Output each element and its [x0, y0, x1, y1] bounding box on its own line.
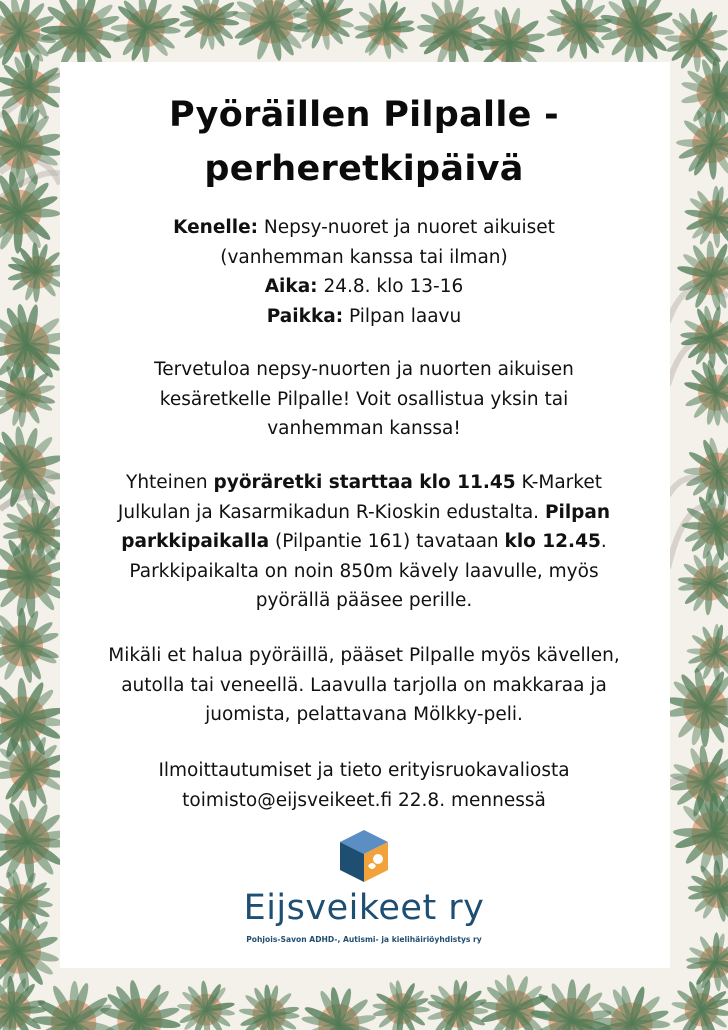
trip-bold: klo 12.45 — [504, 531, 601, 553]
alt-line-3: juomista, pelattavana Mölkky-peli. — [205, 704, 523, 726]
welcome-paragraph — [70, 355, 658, 444]
pine-cone — [99, 979, 181, 1030]
pine-cone — [177, 980, 236, 1030]
pine-cone — [600, 0, 676, 65]
pine-cone — [0, 799, 69, 883]
logo-subtitle: Pohjois-Savon ADHD-, Autismi- ja kielihäiriöyhdistys ry — [246, 935, 482, 944]
eijsveikeet-logo-icon — [338, 828, 390, 884]
pine-cone — [232, 0, 312, 62]
pine-cone — [683, 437, 728, 506]
trip-bold: Pilpan — [544, 501, 611, 523]
pine-cone — [593, 985, 671, 1030]
info-place — [70, 302, 658, 332]
pine-cone — [301, 986, 377, 1030]
pine-cone — [546, 0, 613, 60]
pine-cone — [676, 240, 728, 311]
signup-line-1: Ilmoittautumiset ja tieto erityisruokavaliosta — [158, 760, 570, 781]
pine-cone — [354, 0, 415, 60]
signup-paragraph — [70, 756, 658, 815]
trip-bold: parkkipaikalla — [121, 531, 270, 553]
logo-name: Eijsveikeet ry — [243, 888, 485, 928]
trip-bold: pyöräretki starttaa klo 11.45 — [213, 472, 516, 493]
trip-line-3 — [70, 527, 658, 557]
pine-cone — [179, 0, 240, 50]
pine-cone — [292, 0, 355, 51]
pine-cone — [479, 974, 551, 1030]
trip-line-1 — [70, 468, 658, 498]
welcome-line-2: kesäretkelle Pilpalle! Voit osallistua yksin tai — [159, 388, 569, 410]
aika-value: 24.8. klo 13-16 — [317, 276, 464, 298]
title-line-1: Pyöräillen Pilpalle - — [169, 95, 559, 135]
info-for-whom — [70, 213, 658, 243]
trip-text: . — [600, 531, 607, 553]
pine-cone — [427, 980, 489, 1030]
trip-line-5: pyörällä pääsee perille. — [255, 590, 473, 612]
trip-line-4: Parkkipaikalta on noin 850m kävely laavulle, myös — [129, 560, 599, 582]
paikka-value: Pilpan laavu — [343, 305, 462, 327]
page-title — [0, 88, 728, 196]
pine-cone — [416, 0, 488, 68]
alt-line-1: Mikäli et halua pyöräillä, pääset Pilpalle myös kävellen, — [108, 645, 620, 666]
trip-text: Yhteinen — [126, 472, 214, 493]
pine-cone — [0, 608, 60, 684]
pine-cone — [683, 359, 728, 426]
signup-email-line: toimisto@eijsveikeet.fi 22.8. mennessä — [182, 789, 546, 811]
pine-cone — [682, 492, 728, 561]
pine-cone — [32, 981, 116, 1030]
paikka-label: Paikka: — [266, 305, 344, 327]
trip-text: Julkulan ja Kasarmikadun R-Kioskin edustalta. — [117, 501, 545, 523]
pine-cone — [239, 984, 300, 1030]
pine-cone — [40, 0, 121, 71]
trip-line-2 — [70, 498, 658, 528]
kenelle-value: Nepsy-nuoret ja nuoret aikuiset — [258, 217, 555, 238]
trip-text: K-Market — [515, 472, 602, 493]
pine-cone — [665, 667, 728, 747]
event-info — [70, 213, 658, 331]
pine-cone — [111, 0, 181, 63]
aika-label: Aika: — [264, 276, 318, 298]
alt-line-2: autolla tai veneellä. Laavulla tarjolla on makkaraa ja — [121, 674, 607, 696]
pine-cone — [372, 980, 430, 1030]
welcome-line-1: Tervetuloa nepsy-nuorten ja nuorten aikuisen — [154, 359, 574, 380]
trip-text: (Pilpantie 161) tavataan — [269, 531, 505, 553]
info-time — [70, 272, 658, 302]
pine-cone — [680, 305, 728, 368]
title-line-2: perheretkipäivä — [204, 149, 524, 189]
pine-cone — [0, 426, 65, 509]
info-for-whom-2: (vanhemman kanssa tai ilman) — [220, 246, 508, 268]
trip-paragraph — [70, 468, 658, 616]
alternatives-paragraph — [70, 641, 658, 730]
kenelle-label: Kenelle: — [173, 217, 259, 238]
welcome-line-3: vanhemman kanssa! — [267, 418, 461, 440]
pine-cone — [678, 551, 728, 616]
